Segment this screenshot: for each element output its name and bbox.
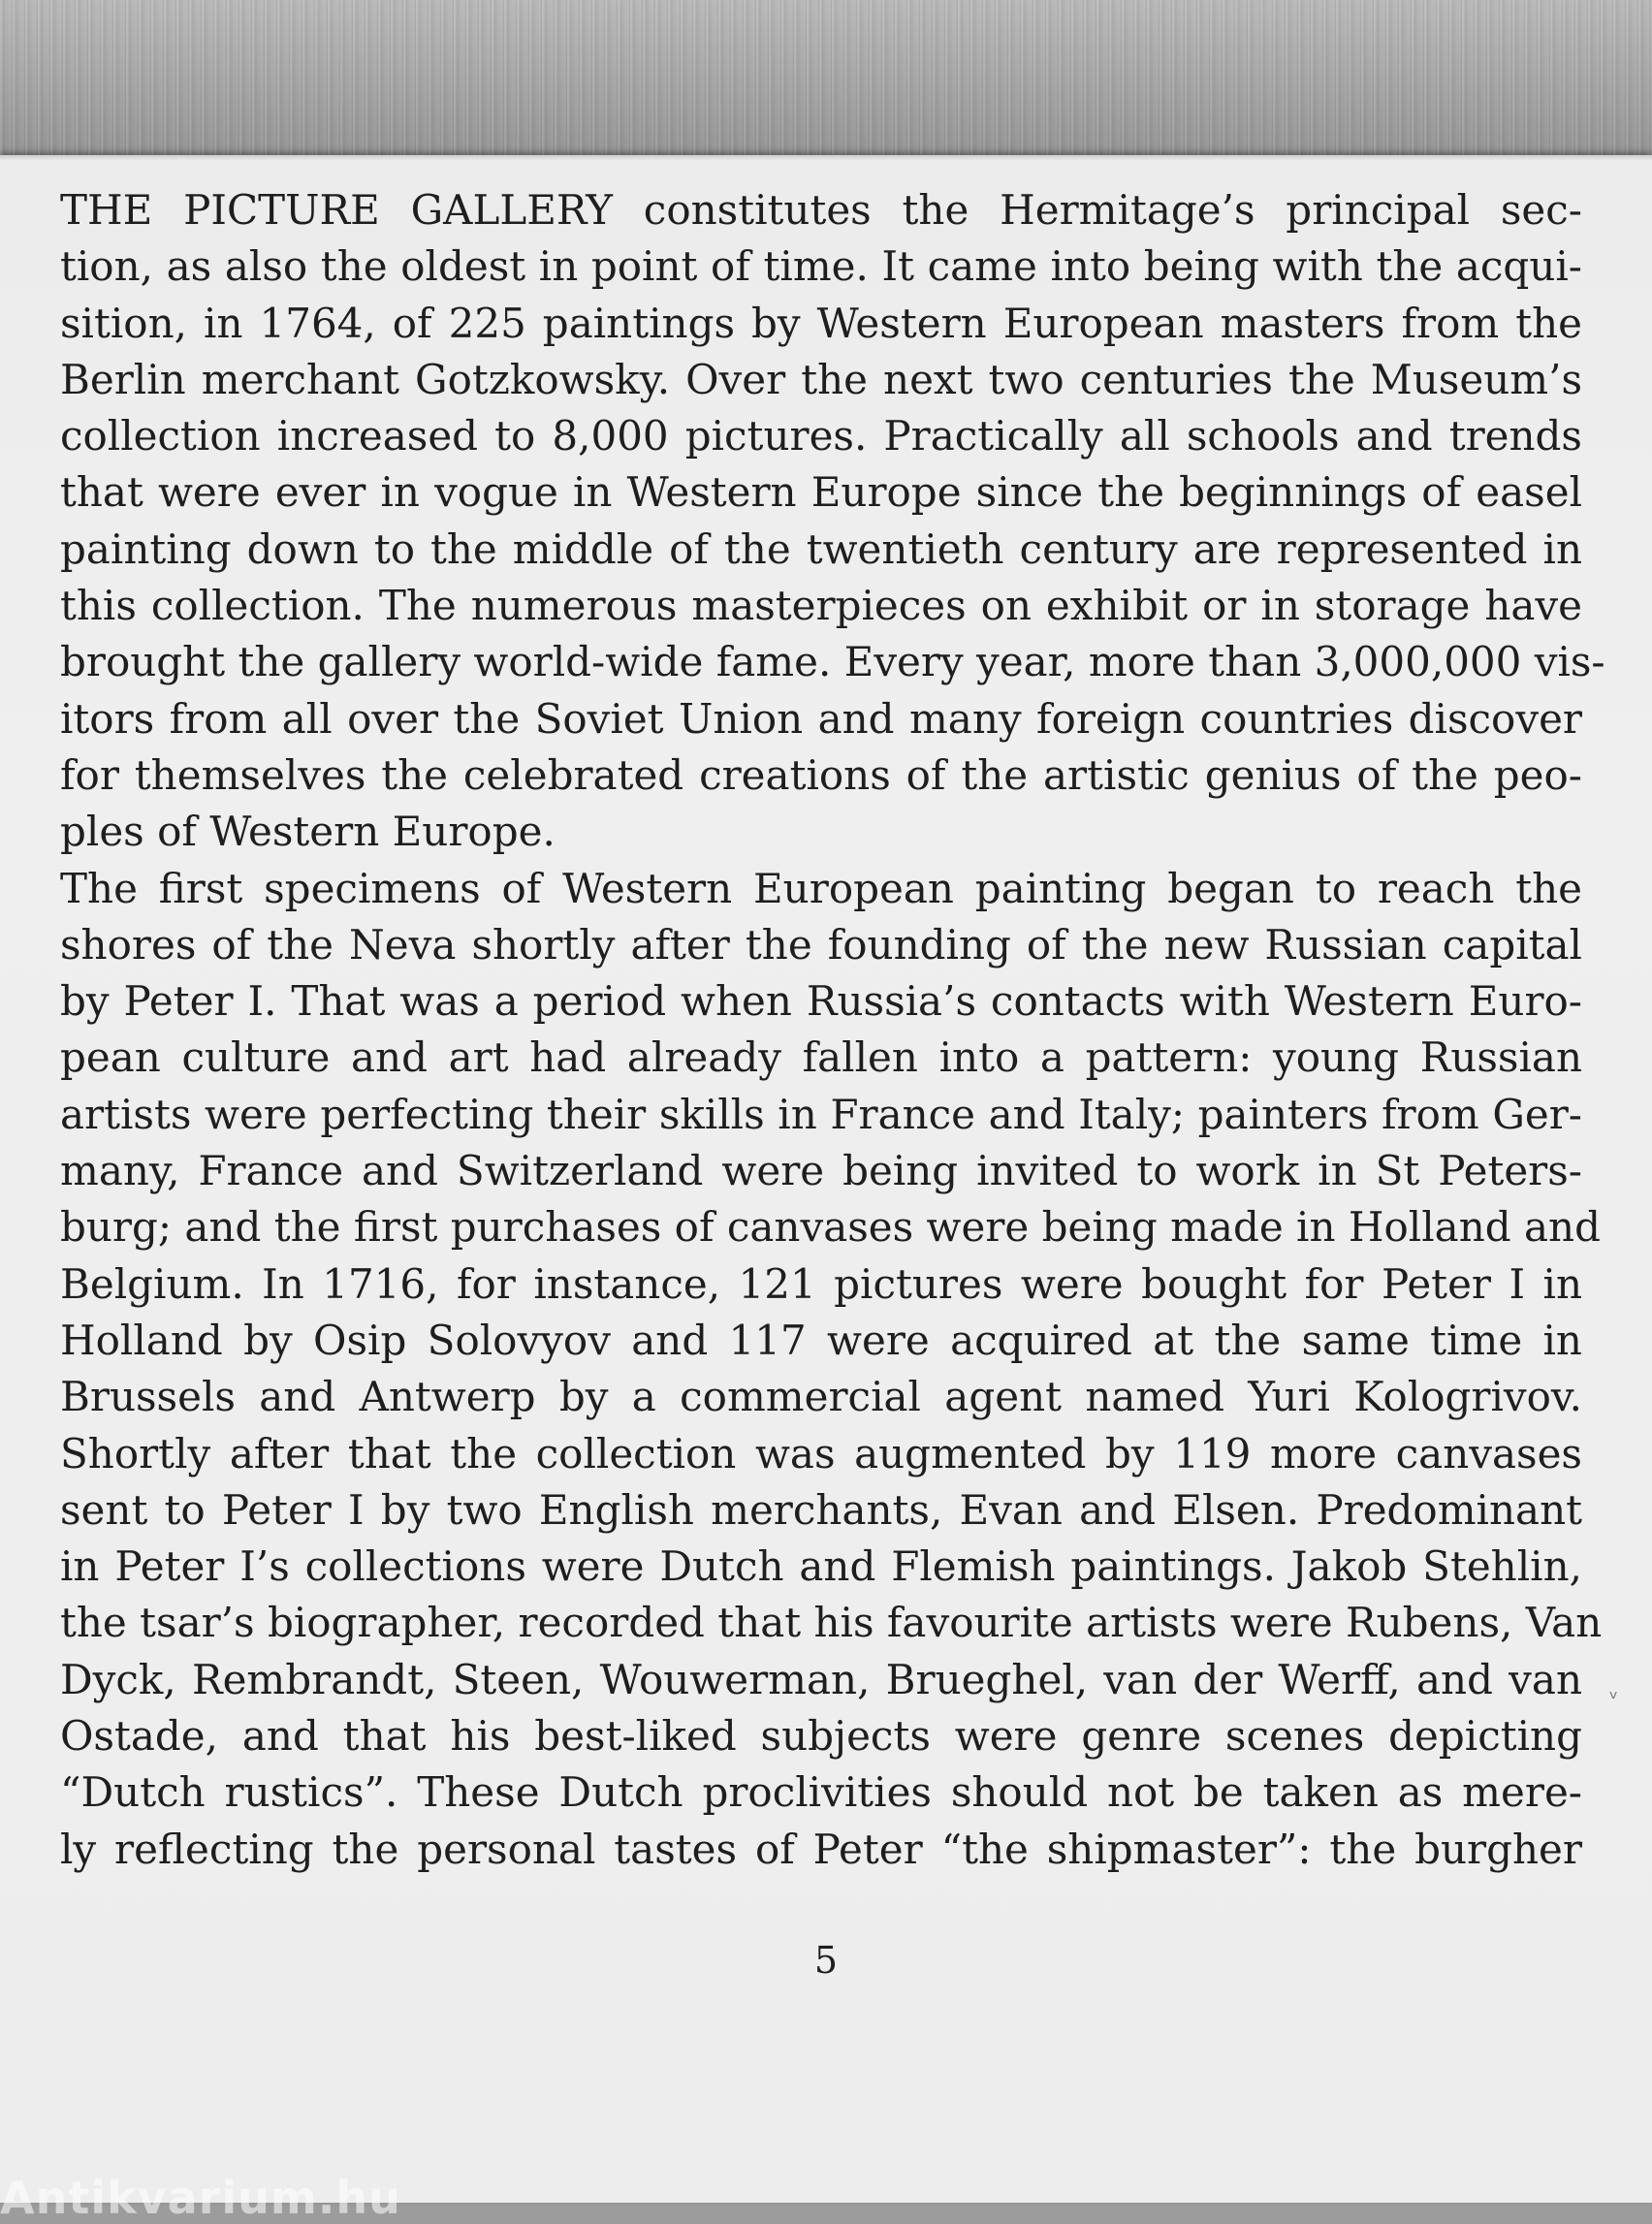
text-line: for themselves the celebrated creations of the artistic genius of the peo- [60,750,1582,799]
text-line: Ostade, and that his best-liked subjects were genre scenes depicting [60,1712,1582,1761]
text-line: the tsar’s biographer, recorded that his favourite artists were Rubens, Van [60,1599,1603,1647]
text-line: tion, as also the oldest in point of time. It came into being with the acqui- [60,242,1582,291]
text-line: brought the gallery world-wide fame. Every year, more than 3,000,000 vis- [60,638,1605,686]
text-line: Holland by Osip Solovyov and 117 were acquired at the same time in [60,1316,1582,1364]
text-line: itors from all over the Soviet Union and many foreign countries discover [60,694,1582,743]
text-line: by Peter I. That was a period when Russia’s contacts with Western Euro- [60,977,1582,1026]
text-line: The first specimens of Western European painting began to reach the [60,864,1582,912]
text-line: ples of Western Europe. [60,808,556,856]
text-line: Shortly after that the collection was augmented by 119 more canvases [60,1429,1582,1477]
text-line: burg; and the first purchases of canvases were being made in Holland and [60,1203,1601,1252]
text-line: sition, in 1764, of 225 paintings by Western European masters from the [60,299,1582,347]
text-line: sent to Peter I by two English merchants, Evan and Elsen. Predominant [60,1485,1582,1534]
text-line: many, France and Switzerland were being invited to work in St Peters- [60,1147,1582,1195]
watermark: Antikvarium.hu [0,2172,401,2224]
text-line: in Peter I’s collections were Dutch and Flemish paintings. Jakob Stehlin, [60,1542,1582,1591]
page-number: 5 [813,1939,839,1982]
text-line: Dyck, Rembrandt, Steen, Wouwerman, Brueghel, van der Werff, and van [60,1655,1582,1703]
text-line: that were ever in vogue in Western Europe since the beginnings of easel [60,468,1582,517]
text-line: “Dutch rustics”. These Dutch proclivities should not be taken as mere- [60,1768,1582,1817]
text-line: Berlin merchant Gotzkowsky. Over the next two centuries the Museum’s [60,355,1582,403]
text-line: THE PICTURE GALLERY constitutes the Hermitage’s principal sec- [60,186,1582,234]
page-top-edge [0,155,1652,161]
text-line: this collection. The numerous masterpieces on exhibit or in storage have [60,582,1582,630]
margin-mark: ᵥ [1609,1680,1619,1704]
body-text [60,182,1605,1878]
text-line: pean culture and art had already fallen into a pattern: young Russian [60,1033,1582,1082]
text-line: shores of the Neva shortly after the founding of the new Russian capital [60,920,1582,969]
text-line: collection increased to 8,000 pictures. Practically all schools and trends [60,412,1582,461]
text-line: Brussels and Antwerp by a commercial agent named Yuri Kologrivov. [60,1373,1582,1421]
background-surface [0,0,1652,175]
text-line: Belgium. In 1716, for instance, 121 pictures were bought for Peter I in [60,1259,1582,1308]
text-line: artists were perfecting their skills in France and Italy; painters from Ger- [60,1090,1582,1138]
text-line: ly reflecting the personal tastes of Peter “the shipmaster”: the burgher [60,1825,1582,1873]
text-line: painting down to the middle of the twentieth century are represented in [60,524,1582,573]
section-heading: THE PICTURE GALLERY [60,186,613,234]
